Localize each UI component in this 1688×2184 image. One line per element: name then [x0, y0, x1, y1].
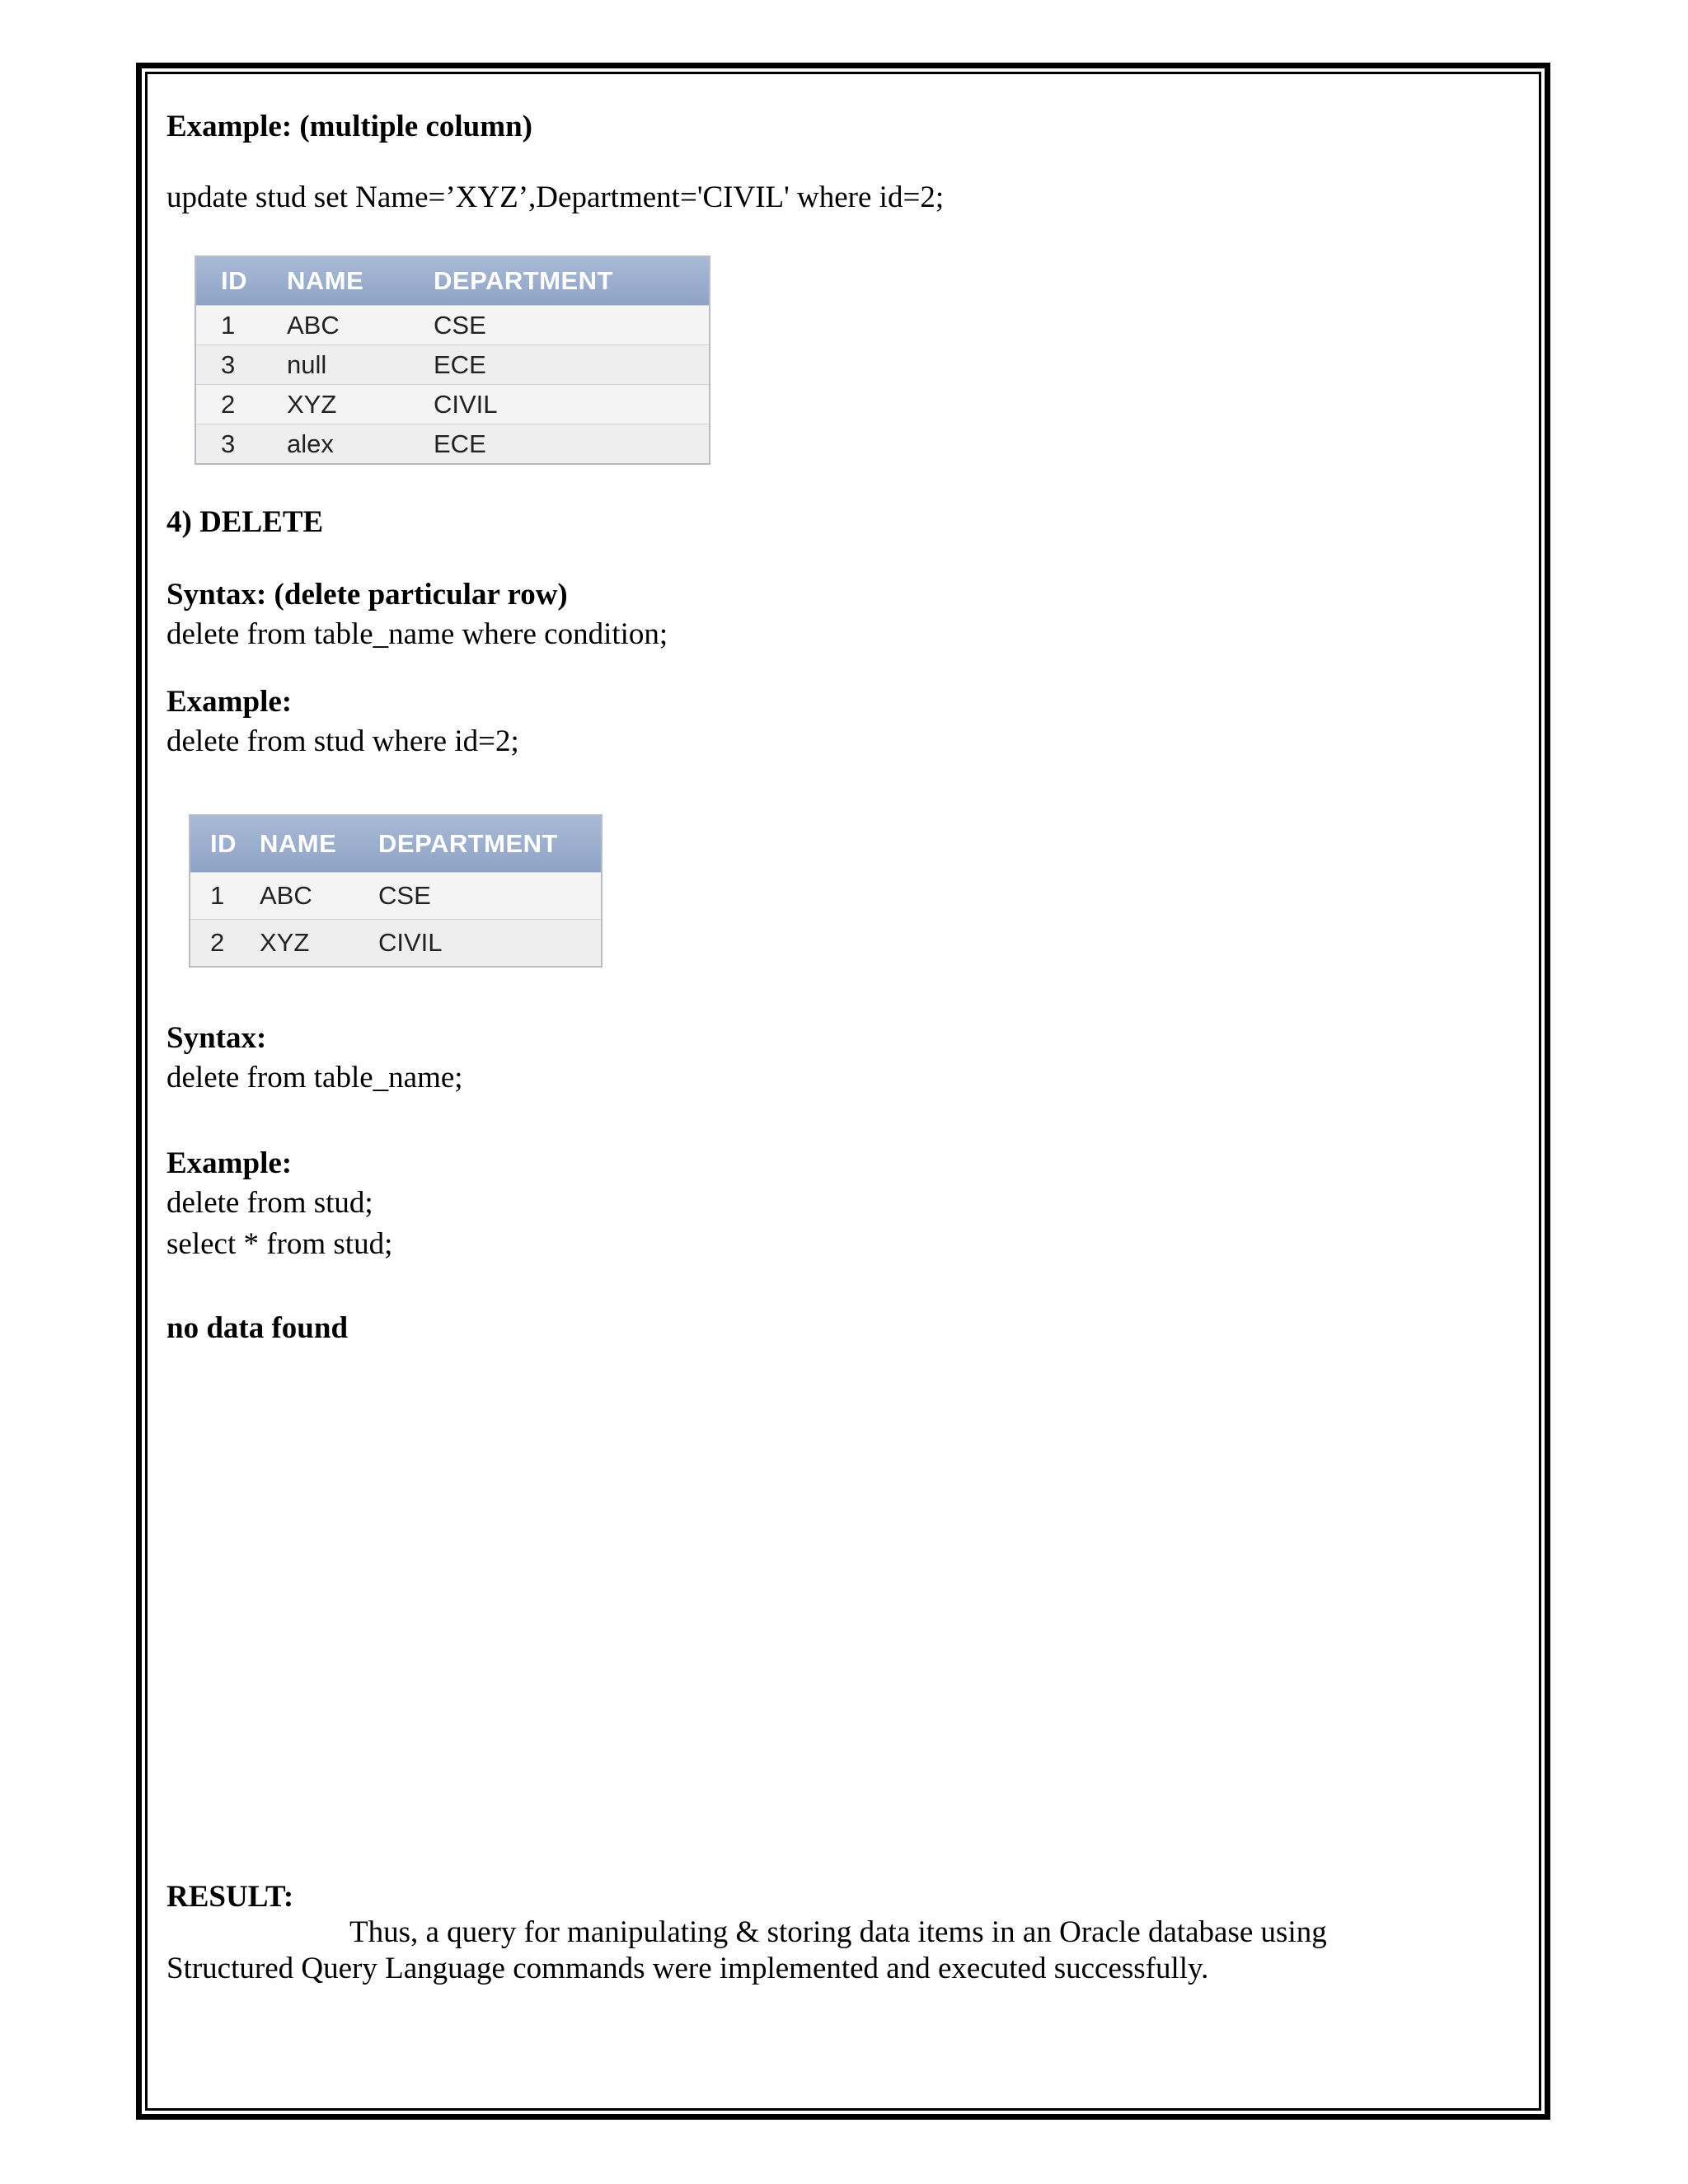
example-delete-all-label: Example: — [166, 1146, 293, 1180]
table-row — [195, 424, 710, 465]
cell-department: CIVIL — [378, 920, 602, 968]
example-delete-all-line2: select * from stud; — [166, 1227, 393, 1261]
column-header-name: NAME — [260, 815, 378, 873]
cell-name: ABC — [287, 306, 434, 345]
syntax-delete-row-label: Syntax: (delete particular row) — [166, 578, 568, 612]
result-table-after-update — [195, 255, 710, 465]
result-line-2: Structured Query Language commands were implemented and executed successfully. — [166, 1952, 1209, 1985]
column-header-name: NAME — [287, 256, 434, 306]
column-header-department: DEPARTMENT — [378, 815, 602, 873]
example-delete-row-text: delete from stud where id=2; — [166, 724, 519, 758]
result-table-after-delete — [189, 814, 603, 968]
cell-name: XYZ — [260, 920, 378, 968]
cell-name: alex — [287, 424, 434, 465]
cell-id: 3 — [195, 345, 287, 385]
cell-id: 1 — [190, 873, 260, 920]
table-row — [190, 920, 602, 968]
cell-name: ABC — [260, 873, 378, 920]
example-multiple-column-heading: Example: (multiple column) — [166, 110, 532, 143]
result-label: RESULT: — [166, 1880, 294, 1914]
column-header-department: DEPARTMENT — [434, 256, 710, 306]
column-header-id: ID — [195, 256, 287, 306]
table-row — [195, 385, 710, 424]
result-line-1: Thus, a query for manipulating & storing data items in an Oracle database using — [349, 1915, 1327, 1949]
update-query-text: update stud set Name=’XYZ’,Department='CIVIL' where id=2; — [166, 180, 945, 214]
example-delete-row-label: Example: — [166, 685, 293, 719]
cell-department: CSE — [378, 873, 602, 920]
table-row — [195, 306, 710, 345]
syntax-delete-row-text: delete from table_name where condition; — [166, 617, 668, 651]
cell-id: 2 — [195, 385, 287, 424]
cell-name: null — [287, 345, 434, 385]
no-data-found-output: no data found — [166, 1311, 349, 1345]
cell-department: ECE — [434, 345, 710, 385]
table-row — [190, 873, 602, 920]
cell-department: ECE — [434, 424, 710, 465]
example-delete-all-line1: delete from stud; — [166, 1186, 373, 1220]
table-row — [195, 345, 710, 385]
syntax-delete-all-label: Syntax: — [166, 1021, 267, 1055]
cell-department: CIVIL — [434, 385, 710, 424]
column-header-id: ID — [190, 815, 260, 873]
delete-section-heading: 4) DELETE — [166, 505, 324, 539]
cell-name: XYZ — [287, 385, 434, 424]
result-paragraph — [166, 1915, 1370, 1987]
syntax-delete-all-text: delete from table_name; — [166, 1061, 463, 1094]
cell-department: CSE — [434, 306, 710, 345]
cell-id: 2 — [190, 920, 260, 968]
cell-id: 3 — [195, 424, 287, 465]
cell-id: 1 — [195, 306, 287, 345]
